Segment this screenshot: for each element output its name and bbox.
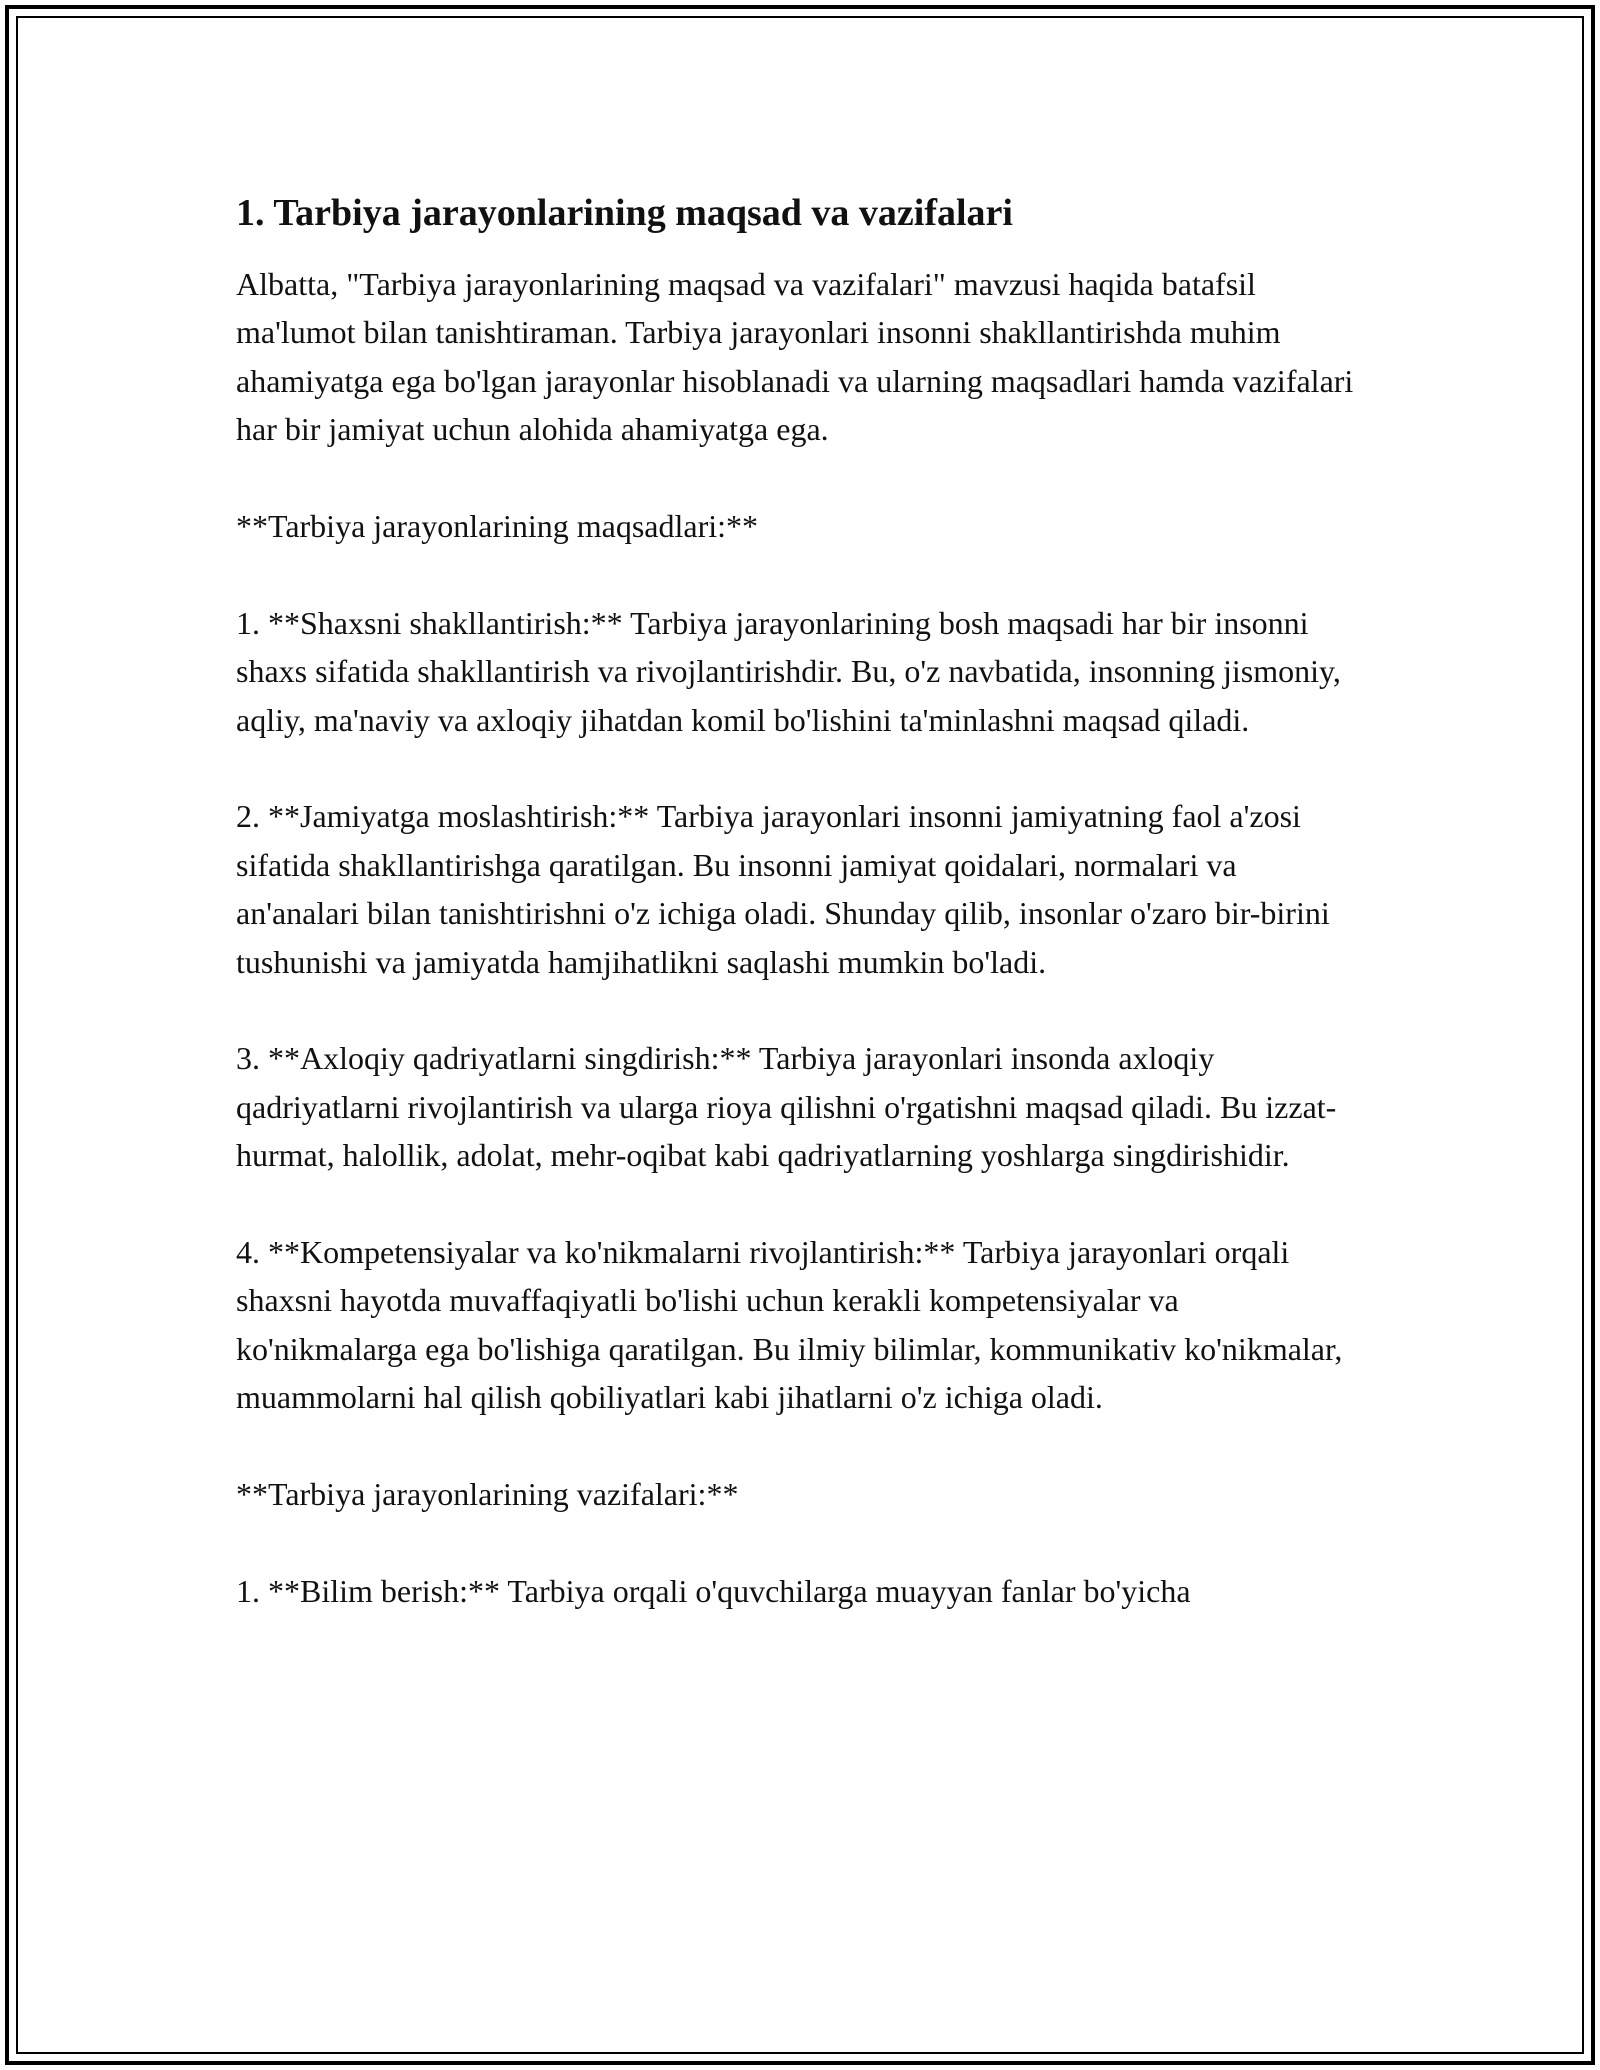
goal-item-1: 1. **Shaxsni shakllantirish:** Tarbiya jarayonlarining bosh maqsadi har bir insonni shaxs sifatida shakllantirish va rivojlantirishdir. Bu, o'z navbatida, insonning jismoniy, aqliy, ma'naviy va axloqiy jihatdan komil bo'lishini ta'minlashni maqsad qiladi. [236,604,1341,738]
document-body [236,186,1366,1615]
task-item-1: 1. **Bilim berish:** Tarbiya orqali o'quvchilarga muayyan fanlar bo'yicha [236,1572,1191,1609]
goal-item-4: 4. **Kompetensiyalar va ko'nikmalarni rivojlantirish:** Tarbiya jarayonlari orqali shaxsni hayotda muvaffaqiyatli bo'lishi uchun kerakli kompetensiyalar va ko'nikmalarga ega bo'lishiga qaratilgan. Bu ilmiy bilimlar, kommunikativ ko'nikmalar, muammolarni hal qilish qobiliyatlari kabi jihatlarni o'z ichiga oladi. [236,1234,1343,1416]
intro-paragraph: Albatta, "Tarbiya jarayonlarining maqsad va vazifalari" mavzusi haqida batafsil ma'lumot bilan tanishtiraman. Tarbiya jarayonlari insonni shakllantirishda muhim ahamiyatga ega bo'lgan jarayonlar hisoblanadi va ularning maqsadlari hamda vazifalari har bir jamiyat uchun alohida ahamiyatga ega. [236,266,1354,448]
tasks-heading: **Tarbiya jarayonlarining vazifalari:** [236,1476,739,1513]
goals-heading: **Tarbiya jarayonlarining maqsadlari:** [236,508,759,545]
goal-item-3: 3. **Axloqiy qadriyatlarni singdirish:** Tarbiya jarayonlari insonda axloqiy qadriyatlarni rivojlantirish va ularga rioya qilishni o'rgatishni maqsad qiladi. Bu izzat-hurmat, halollik, adolat, mehr-oqibat kabi qadriyatlarning yoshlarga singdirishidir. [236,1040,1337,1174]
goal-item-2: 2. **Jamiyatga moslashtirish:** Tarbiya jarayonlari insonni jamiyatning faol a'zosi sifatida shakllantirishga qaratilgan. Bu insonni jamiyat qoidalari, normalari va an'analari bilan tanishtirishni o'z ichiga oladi. Shunday qilib, insonlar o'zaro bir-birini tushunishi va jamiyatda hamjihatlikni saqlashi mumkin bo'ladi. [236,798,1330,980]
document-title: 1. Tarbiya jarayonlarining maqsad va vazifalari [236,192,1013,234]
